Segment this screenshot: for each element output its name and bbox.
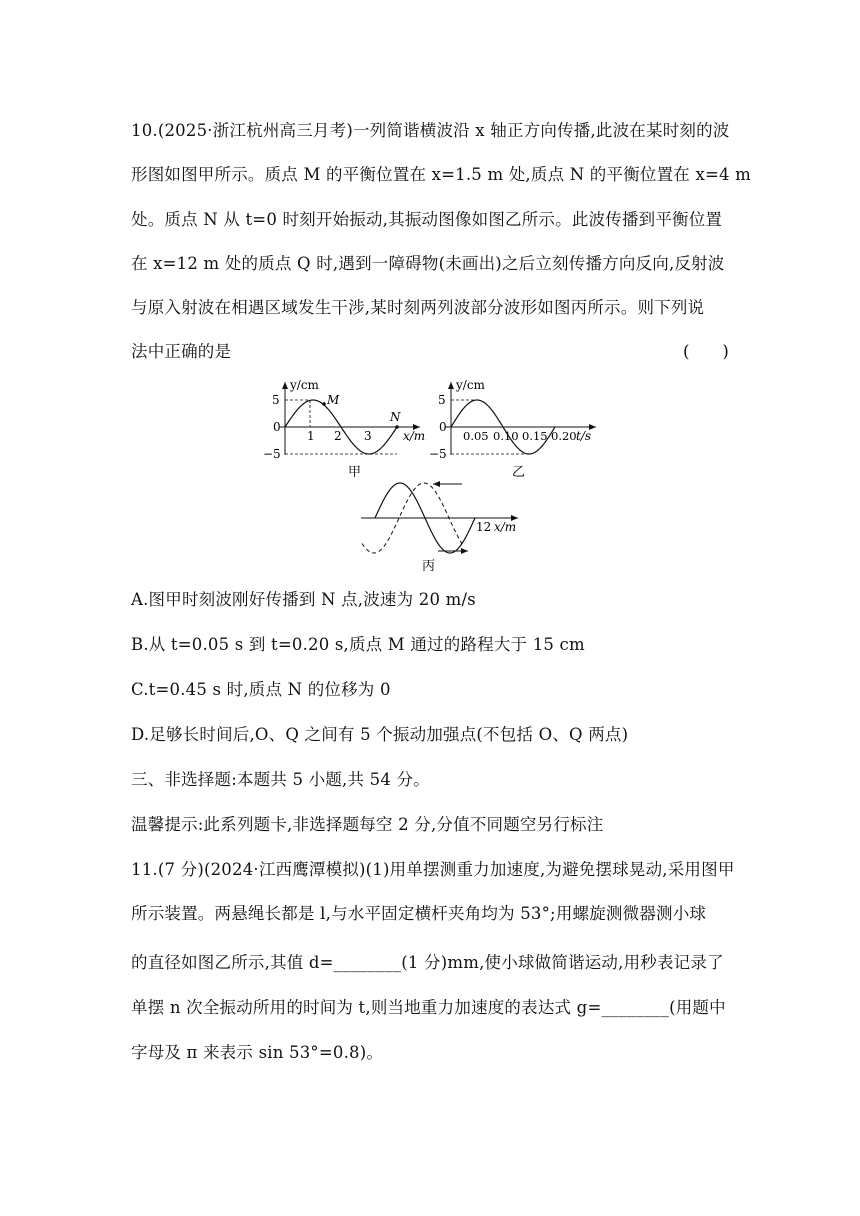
bing-x-tick-12: 12: [476, 520, 492, 534]
section-tip: 温馨提示:此系列题卡,非选择题每空 2 分,分值不同题空另行标注: [131, 815, 604, 834]
option-a: A.图甲时刻波刚好传播到 N 点,波速为 20 m/s: [131, 590, 476, 609]
yi-y-tick-neg5: −5: [429, 447, 447, 461]
jia-y-tick-0: 0: [273, 420, 281, 434]
jia-x-tick-2: 2: [334, 429, 342, 443]
bing-x-label: x/m: [494, 520, 517, 534]
jia-point-n: [395, 425, 399, 429]
q11-line-5: 字母及 π 来表示 sin 53°=0.8)。: [131, 1043, 384, 1062]
jia-label-m: M: [327, 393, 340, 407]
q10-line-5: 与原入射波在相遇区域发生干涉,某时刻两列波部分波形如图丙所示。则下列说: [131, 298, 705, 317]
jia-x-tick-3: 3: [364, 429, 372, 443]
yi-y-tick-5: 5: [438, 393, 446, 407]
jia-point-m: [322, 402, 326, 406]
yi-x-tick-020: 0.20: [551, 429, 577, 443]
q10-line-2: 形图如图甲所示。质点 M 的平衡位置在 x=1.5 m 处,质点 N 的平衡位置在 x=4 m: [131, 165, 751, 184]
q11-line-4: 单摆 n 次全振动所用的时间为 t,则当地重力加速度的表达式 g=________(用题中: [131, 998, 726, 1017]
jia-y-tick-5: 5: [272, 393, 280, 407]
jia-x-label: x/m: [403, 429, 426, 443]
figure-yi: [429, 378, 596, 480]
q11-line-1: 11.(7 分)(2024·江西鹰潭模拟)(1)用单摆测重力加速度,为避免摆球晃动,采用图甲: [131, 860, 735, 879]
jia-caption: 甲: [348, 465, 362, 480]
yi-y-label: y/cm: [456, 378, 485, 392]
figure-jia: [263, 378, 425, 480]
option-c: C.t=0.45 s 时,质点 N 的位移为 0: [131, 680, 391, 699]
yi-x-tick-015: 0.15: [522, 429, 548, 443]
yi-x-tick-010: 0.10: [493, 429, 519, 443]
q11-line-2: 所示装置。两悬绳长都是 l,与水平固定横杆夹角均为 53°;用螺旋测微器测小球: [131, 904, 707, 923]
yi-x-tick-005: 0.05: [463, 429, 489, 443]
answer-parentheses: ( ): [683, 342, 729, 361]
jia-x-tick-1: 1: [307, 429, 315, 443]
option-d: D.足够长时间后,O、Q 之间有 5 个振动加强点(不包括 O、Q 两点): [131, 725, 629, 744]
yi-caption: 乙: [512, 465, 526, 480]
option-b: B.从 t=0.05 s 到 t=0.20 s,质点 M 通过的路程大于 15 cm: [131, 635, 585, 654]
q10-line-3: 处。质点 N 从 t=0 时刻开始振动,其振动图像如图乙所示。此波传播到平衡位置: [131, 210, 723, 229]
figure-bing: [361, 483, 518, 574]
q10-line-1: 10.(2025·浙江杭州高三月考)一列简谐横波沿 x 轴正方向传播,此波在某时刻的波: [131, 121, 730, 140]
jia-y-tick-neg5: −5: [263, 447, 281, 461]
q11-line-3: 的直径如图乙所示,其值 d=________(1 分)mm,使小球做简谐运动,用秒表记录了: [131, 953, 724, 972]
jia-y-label: y/cm: [290, 378, 319, 392]
q10-line-6: 法中正确的是: [131, 342, 232, 361]
q10-line-4: 在 x=12 m 处的质点 Q 时,遇到一障碍物(未画出)之后立刻传播方向反向,反射波: [131, 254, 725, 273]
section-heading: 三、非选择题:本题共 5 小题,共 54 分。: [131, 770, 430, 789]
jia-label-n: N: [390, 410, 401, 424]
bing-caption: 丙: [422, 559, 436, 574]
yi-x-label: t/s: [576, 429, 592, 443]
yi-y-tick-0: 0: [439, 420, 447, 434]
